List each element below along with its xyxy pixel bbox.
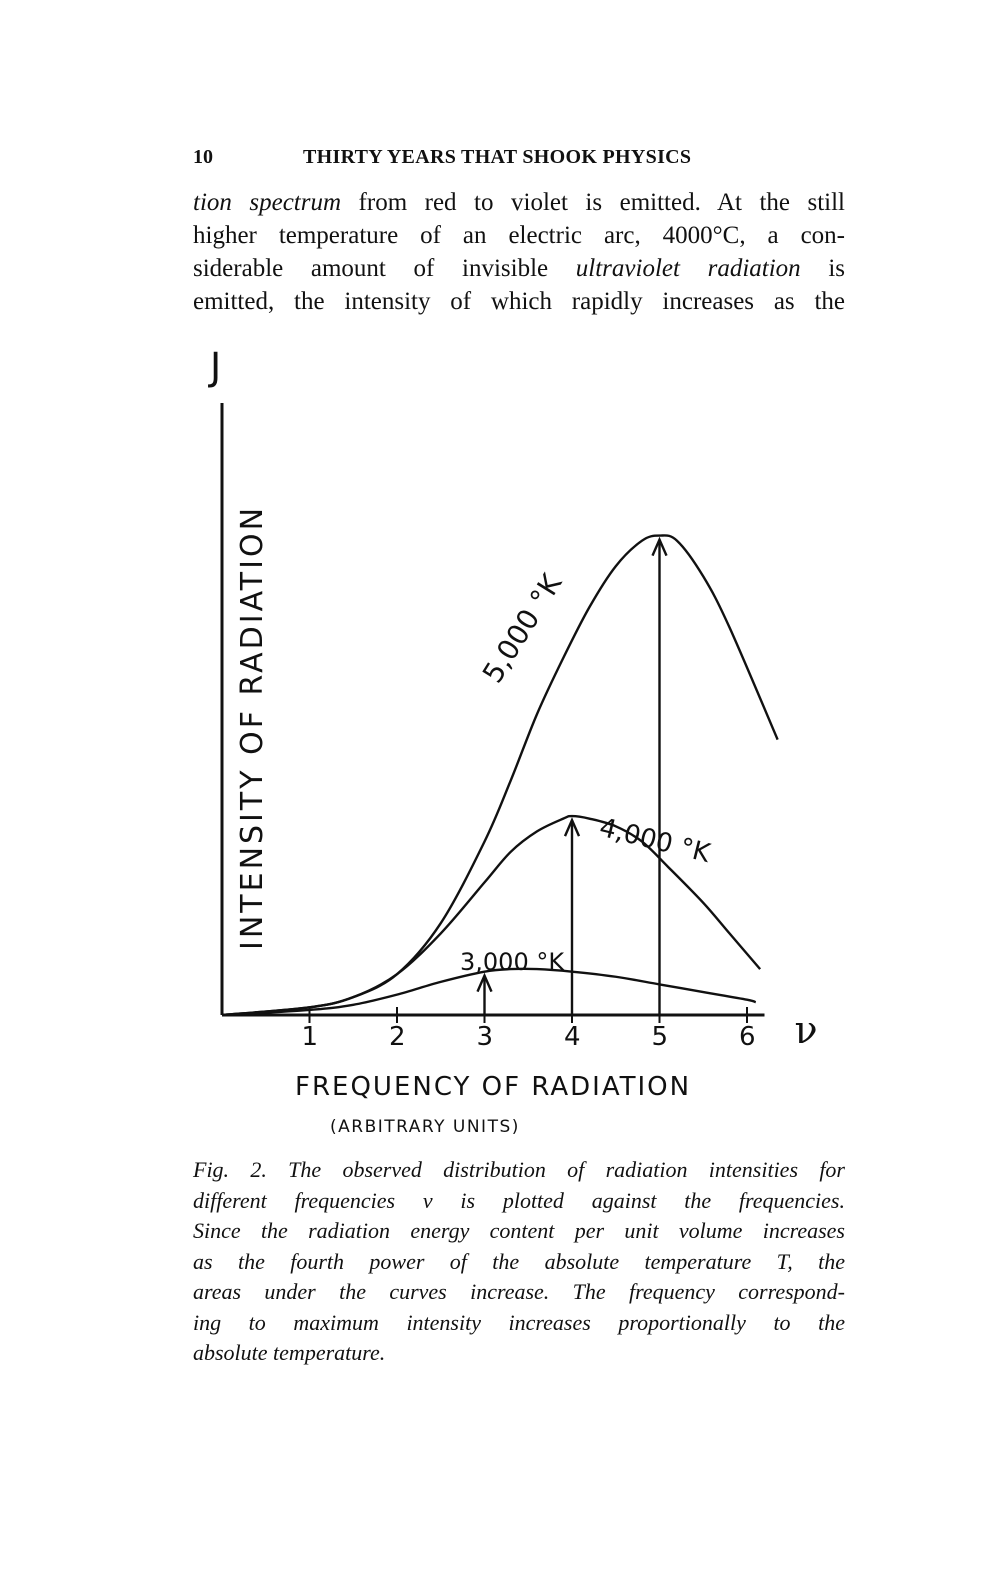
x-axis-label: FREQUENCY OF RADIATION: [295, 1072, 692, 1102]
curve-label-5000k: 5,000 °K: [475, 568, 569, 689]
body-text-segment: is: [800, 255, 845, 282]
body-line-3: [193, 252, 845, 285]
body-text-segment: siderable amount of invisible: [193, 255, 576, 282]
radiation-chart: [180, 335, 840, 1155]
body-text-segment: from red to violet is emitted. At the still: [341, 189, 845, 216]
caption-line: Since the radiation energy content per unit volume increases: [193, 1218, 845, 1243]
caption-line: different frequencies ν is plotted against the frequencies.: [193, 1187, 845, 1213]
book-title: THIRTY YEARS THAT SHOOK PHYSICS: [303, 146, 692, 168]
caption-line: areas under the curves increase. The frequency correspond-: [193, 1279, 845, 1304]
x-tick-label: 2: [389, 1022, 406, 1052]
body-line-2: higher temperature of an electric arc, 4000°C, a con-: [193, 222, 845, 249]
body-italic-term: ultraviolet radiation: [575, 255, 801, 282]
running-head: [193, 146, 843, 176]
x-tick-label: 6: [739, 1022, 756, 1052]
y-axis-label: INTENSITY OF RADIATION: [235, 504, 270, 950]
caption-line: Fig. 2. The observed distribution of radiation intensities for: [193, 1157, 845, 1182]
curve-label-4000k: 4,000 °K: [596, 812, 713, 870]
page-number: 10: [193, 146, 213, 168]
y-axis-symbol: J: [210, 345, 222, 389]
body-line-4: emitted, the intensity of which rapidly increases as the: [193, 288, 845, 315]
curve-5000k: [222, 535, 778, 1015]
caption-line: ing to maximum intensity increases proportionally to the: [193, 1309, 845, 1335]
figure-caption: [193, 1155, 845, 1369]
body-paragraph: [193, 186, 845, 318]
x-axis-unit-note: (ARBITRARY UNITS): [330, 1117, 520, 1137]
x-tick-label: 1: [301, 1022, 319, 1052]
x-tick-label: 4: [564, 1022, 581, 1052]
x-tick-label: 3: [476, 1022, 494, 1052]
radiation-figure: [180, 335, 840, 1155]
x-tick-label: 5: [651, 1022, 669, 1052]
curve-label-3000k: 3,000 °K: [460, 948, 565, 976]
x-axis-symbol: ν: [794, 1008, 818, 1052]
body-line-1: [193, 186, 845, 219]
body-italic-term: tion spectrum: [193, 189, 342, 216]
caption-line: as the fourth power of the absolute temperature T, the: [193, 1248, 845, 1274]
caption-line: absolute temperature.: [193, 1340, 386, 1365]
